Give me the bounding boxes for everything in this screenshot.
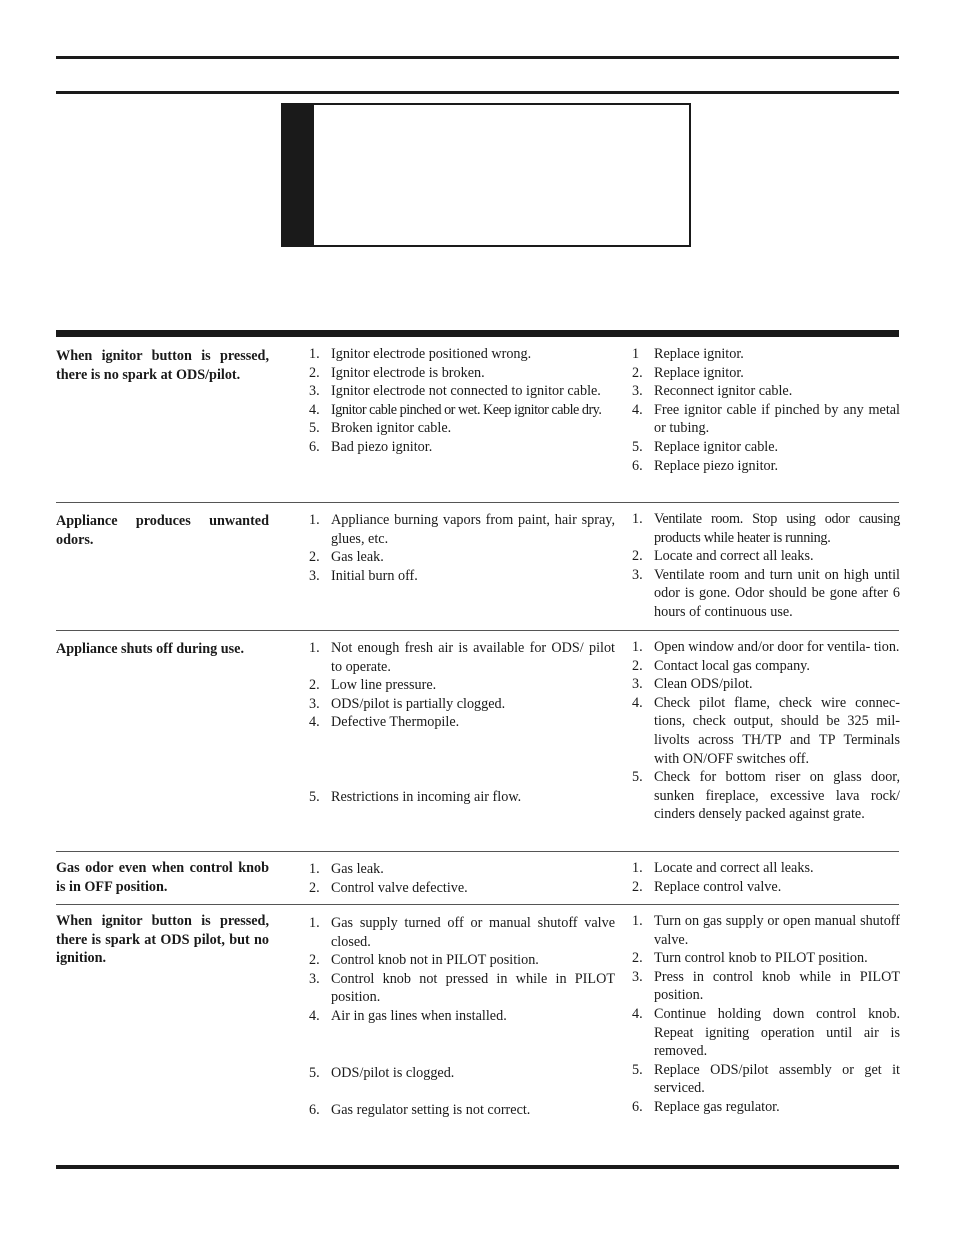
- list-item: 4. Ignitor cable pinched or wet. Keep ignitor cable dry.: [309, 401, 602, 418]
- possible-causes-list: [309, 511, 615, 585]
- row-divider: [56, 502, 899, 503]
- remedies-list: [632, 638, 900, 824]
- table-row: [56, 859, 899, 899]
- list-item: 1. Ignitor electrode positioned wrong.: [309, 346, 532, 362]
- list-item: 4. Check pilot flame, check wire connec- tions, check output, should be 325 mil- livolts across TH/TP and TP Terminals with ON/OFF switches off.: [632, 694, 900, 767]
- list-item: 3. Press in control knob while in PILOT position.: [632, 968, 900, 1004]
- list-item: 3. Initial burn off.: [309, 567, 418, 584]
- top-rule: [56, 56, 899, 59]
- row-divider: [56, 904, 899, 905]
- list-item: 3. Reconnect ignitor cable.: [632, 383, 793, 400]
- possible-causes-list: [309, 914, 615, 1120]
- list-item: 3. Ignitor electrode not connected to ignitor cable.: [309, 383, 601, 400]
- list-item: 2. Locate and correct all leaks.: [632, 548, 814, 565]
- list-item: 1. Gas leak.: [309, 861, 384, 877]
- list-item: 1 Replace ignitor.: [632, 346, 744, 362]
- list-item: 6. Replace piezo ignitor.: [632, 457, 779, 474]
- warning-box: [281, 103, 691, 247]
- list-item: 1. Turn on gas supply or open manual shutoff valve.: [632, 913, 900, 948]
- list-item: 6. Replace gas regulator.: [632, 1098, 780, 1115]
- list-item: 5. Replace ODS/pilot assembly or get it serviced.: [632, 1061, 900, 1097]
- possible-causes-list: [309, 860, 615, 897]
- list-item: 1. Gas supply turned off or manual shutoff valve closed.: [309, 915, 615, 950]
- observed-problem: Appliance shuts off during use.: [56, 641, 245, 657]
- possible-causes-list: [309, 639, 615, 807]
- table-row: [56, 912, 899, 1122]
- list-item: 2. Low line pressure.: [309, 677, 437, 694]
- warning-box-bar: [283, 105, 314, 245]
- list-item: 3. ODS/pilot is partially clogged.: [309, 695, 506, 712]
- list-item: 5. Restrictions in incoming air flow.: [309, 788, 522, 805]
- observed-problem: Appliance produces unwanted odors.: [56, 513, 269, 548]
- list-item: 2. Control valve defective.: [309, 879, 468, 896]
- list-item: 1. Not enough fresh air is available for ODS/ pilot to operate.: [309, 640, 615, 675]
- list-item: 2. Gas leak.: [309, 549, 384, 566]
- list-item: 2. Replace control valve.: [632, 878, 782, 895]
- list-item: 1. Ventilate room. Stop using odor causing products while heater is running.: [632, 511, 900, 546]
- list-item: 2. Turn control knob to PILOT position.: [632, 950, 868, 967]
- list-item: 5. ODS/pilot is clogged.: [309, 1064, 455, 1081]
- remedies-list: [632, 345, 900, 475]
- table-row: [56, 638, 899, 848]
- row-divider: [56, 851, 899, 852]
- bottom-rule: [56, 1165, 899, 1169]
- list-item: 4. Air in gas lines when installed.: [309, 1007, 507, 1024]
- header-rule: [56, 91, 899, 94]
- list-item: 2. Control knob not in PILOT position.: [309, 952, 539, 969]
- list-item: 6. Bad piezo ignitor.: [309, 438, 433, 455]
- list-item: 5. Replace ignitor cable.: [632, 438, 779, 455]
- remedies-list: [632, 912, 900, 1117]
- observed-problem: When ignitor button is pressed, there is spark at ODS pilot, but no ignition.: [56, 913, 269, 967]
- observed-problem: Gas odor even when control knob is in OFF position.: [56, 860, 269, 895]
- table-top-rule: [56, 330, 899, 337]
- list-item: 3. Ventilate room and turn unit on high until odor is gone. Odor should be gone after 6 hours of continuous use.: [632, 566, 900, 620]
- observed-problem: When ignitor button is pressed, there is no spark at ODS/pilot.: [56, 348, 269, 383]
- remedies-list: [632, 859, 900, 896]
- possible-causes-list: [309, 345, 615, 457]
- remedies-list: [632, 510, 900, 622]
- table-row: [56, 345, 899, 500]
- list-item: 2. Ignitor electrode is broken.: [309, 364, 485, 381]
- list-item: 4. Continue holding down control knob. Repeat igniting operation until air is removed.: [632, 1005, 900, 1060]
- list-item: 1. Locate and correct all leaks.: [632, 860, 814, 876]
- list-item: 5. Broken ignitor cable.: [309, 420, 452, 437]
- list-item: 3. Control knob not pressed in while in PILOT position.: [309, 970, 615, 1006]
- table-row: [56, 510, 899, 625]
- list-item: 2. Replace ignitor.: [632, 364, 744, 381]
- list-item: 4. Free ignitor cable if pinched by any metal or tubing.: [632, 401, 900, 437]
- list-item: 2. Contact local gas company.: [632, 657, 810, 674]
- list-item: 5. Check for bottom riser on glass door, sunken fireplace, excessive lava rock/ cinders densely packed against grate.: [632, 769, 900, 823]
- list-item: 3. Clean ODS/pilot.: [632, 676, 753, 693]
- row-divider: [56, 630, 899, 631]
- list-item: 1. Appliance burning vapors from paint, hair spray, glues, etc.: [309, 512, 615, 547]
- list-item: 6. Gas regulator setting is not correct.: [309, 1102, 531, 1119]
- list-item: 1. Open window and/or door for ventila- tion.: [632, 639, 900, 655]
- list-item: 4. Defective Thermopile.: [309, 714, 460, 731]
